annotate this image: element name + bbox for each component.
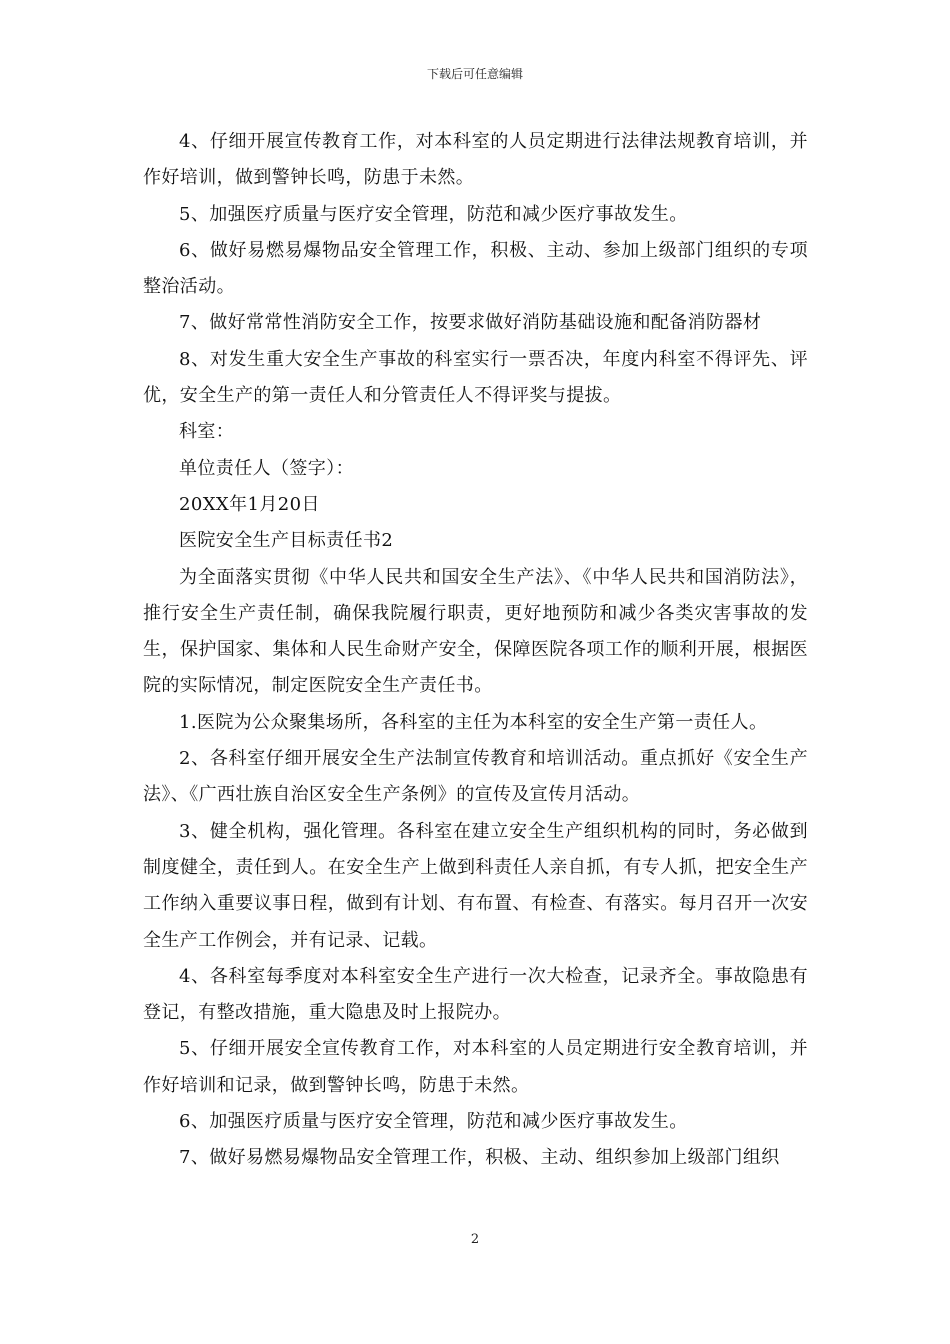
paragraph: 5、仔细开展安全宣传教育工作，对本科室的人员定期进行安全教育培训，并作好培训和记录，做到警钟长鸣，防患于未然。 [143, 1038, 808, 1096]
section-title: 医院安全生产目标责任书2 [179, 530, 394, 552]
paragraph: 4、仔细开展宣传教育工作，对本科室的人员定期进行法律法规教育培训，并作好培训，做到警钟长鸣，防患于未然。 [143, 131, 808, 189]
department-line: 科室： [179, 421, 235, 443]
date-line: 20XX年1月20日 [179, 493, 320, 515]
paragraph: 4、各科室每季度对本科室安全生产进行一次大检查，记录齐全。事故隐患有登记，有整改措施，重大隐患及时上报院办。 [143, 965, 808, 1024]
paragraph: 7、做好易燃易爆物品安全管理工作，积极、主动、组织参加上级部门组织 [179, 1147, 780, 1169]
paragraph: 5、加强医疗质量与医疗安全管理，防范和减少医疗事故发生。 [179, 203, 688, 225]
paragraph: 8、对发生重大安全生产事故的科室实行一票否决，年度内科室不得评先、评优，安全生产的第一责任人和分管责任人不得评奖与提拔。 [143, 348, 808, 407]
document-body [143, 124, 808, 1177]
page-number: 2 [470, 1232, 480, 1247]
page-header: 下载后可任意编辑 [426, 67, 523, 81]
paragraph: 为全面落实贯彻《中华人民共和国安全生产法》、《中华人民共和国消防法》，推行安全生产责任制，确保我院履行职责，更好地预防和减少各类灾害事故的发生，保护国家、集体和人民生命财产安全，保障医院各项工作的顺利开展，根据医院的实际情况，制定医院安全生产责任书。 [143, 566, 808, 697]
paragraph: 1.医院为公众聚集场所，各科室的主任为本科室的安全生产第一责任人。 [179, 711, 768, 733]
paragraph: 6、加强医疗质量与医疗安全管理，防范和减少医疗事故发生。 [179, 1111, 688, 1133]
paragraph: 7、做好常常性消防安全工作，按要求做好消防基础设施和配备消防器材 [179, 312, 762, 334]
paragraph: 6、做好易燃易爆物品安全管理工作，积极、主动、参加上级部门组织的专项整治活动。 [143, 239, 808, 298]
paragraph: 3、健全机构，强化管理。各科室在建立安全生产组织机构的同时，务必做到制度健全，责任到人。在安全生产上做到科责任人亲自抓，有专人抓，把安全生产工作纳入重要议事日程，做到有计划、有布置、有检查、有落实。每月召开一次安全生产工作例会，并有记录、记载。 [143, 820, 808, 951]
signature-line: 单位责任人（签字）： [179, 457, 354, 479]
paragraph: 2、各科室仔细开展安全生产法制宣传教育和培训活动。重点抓好《安全生产法》、《广西壮族自治区安全生产条例》的宣传及宣传月活动。 [143, 748, 808, 806]
